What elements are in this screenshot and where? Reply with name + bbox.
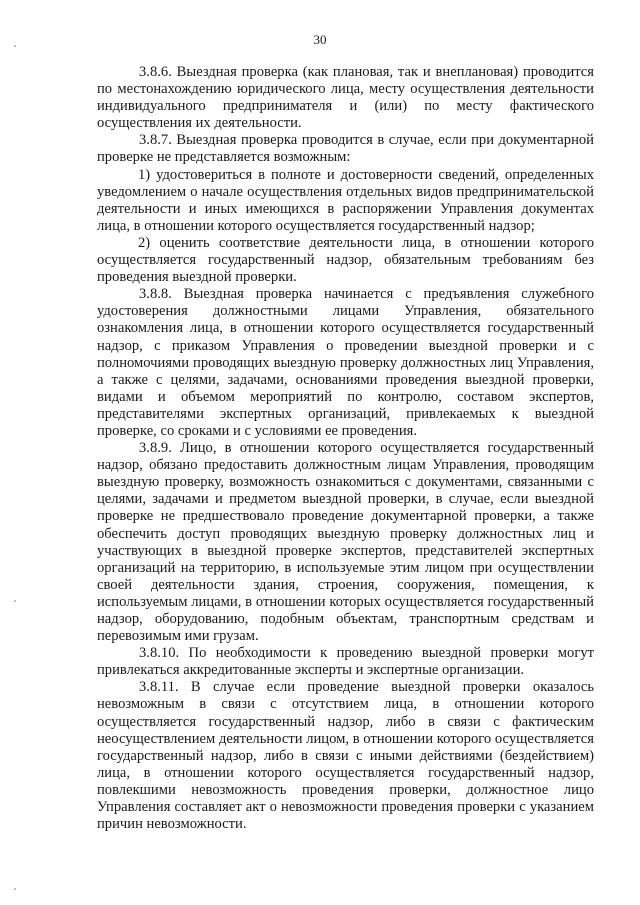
paragraph-3-8-9: 3.8.9. Лицо, в отношении которого осуществляется государственный надзор, обязано предоставить должностным лицам Управления, проводящим выездную проверку, возможность ознакомиться с документами, связанными с целями, задачами и предметом выездной проверки, в случае, если выездной проверке не предшествовало проведение документарной проверки, а также обеспечить доступ проводящих выездную проверку должностных лиц и участвующих в выездной проверке экспертов, представителей экспертных организаций на территорию, в используемые этим лицом при осуществлении своей деятельности здания, строения, сооружения, помещения, к используемым лицами, в отношении которых осуществляется государственный надзор, оборудованию, подобным объектам, транспортным средствам и перевозимым ими грузам. bbox=[97, 440, 594, 645]
document-body bbox=[97, 64, 594, 833]
list-item-2: 2) оценить соответствие деятельности лица, в отношении которого осуществляется государственный надзор, обязательным требованиям без проведения выездной проверки. bbox=[97, 234, 594, 286]
paragraph-3-8-11: 3.8.11. В случае если проведение выездной проверки оказалось невозможным в связи с отсутствием лица, в отношении которого осуществляется государственный надзор, либо в связи с фактическим неосуществлением деятельности лицом, в отношении которого осуществляется государственный надзор, либо в связи с иными действиями (бездействием) лица, в отношении которого осуществляется государственный надзор, повлекшими невозможность проведения проверки, должностное лицо Управления составляет акт о невозможности проведения проверки с указанием причин невозможности. bbox=[97, 679, 594, 833]
paragraph-3-8-7: 3.8.7. Выездная проверка проводится в случае, если при документарной проверке не представляется возможным: bbox=[97, 132, 594, 166]
paragraph-3-8-6: 3.8.6. Выездная проверка (как плановая, так и внеплановая) проводится по местонахождению юридического лица, месту осуществления деятельности индивидуального предпринимателя и (или) по месту фактического осуществления их деятельности. bbox=[97, 64, 594, 132]
scan-margin-mark bbox=[14, 45, 16, 47]
list-item-1: 1) удостовериться в полноте и достоверности сведений, определенных уведомлением о начале осуществления отдельных видов предпринимательской деятельности и иных имеющихся в распоряжении Управления документах лица, в отношении которого осуществляется государственный надзор; bbox=[97, 166, 594, 234]
scan-margin-mark bbox=[14, 600, 16, 602]
page-number: 30 bbox=[313, 32, 327, 47]
paragraph-3-8-8: 3.8.8. Выездная проверка начинается с предъявления служебного удостоверения должностными лицами Управления, обязательного ознакомления лица, в отношении которого осуществляется государственный надзор, с приказом Управления о проведении выездной проверки и с полномочиями проводящих выездную проверку должностных лиц Управления, а также с целями, задачами, основаниями проведения выездной проверки, видами и объемом мероприятий по контролю, составом экспертов, представителями экспертных организаций, привлекаемых к выездной проверке, со сроками и с условиями ее проведения. bbox=[97, 286, 594, 439]
paragraph-3-8-10: 3.8.10. По необходимости к проведению выездной проверки могут привлекаться аккредитованные эксперты и экспертные организации. bbox=[97, 645, 594, 679]
scan-margin-mark bbox=[14, 888, 16, 890]
